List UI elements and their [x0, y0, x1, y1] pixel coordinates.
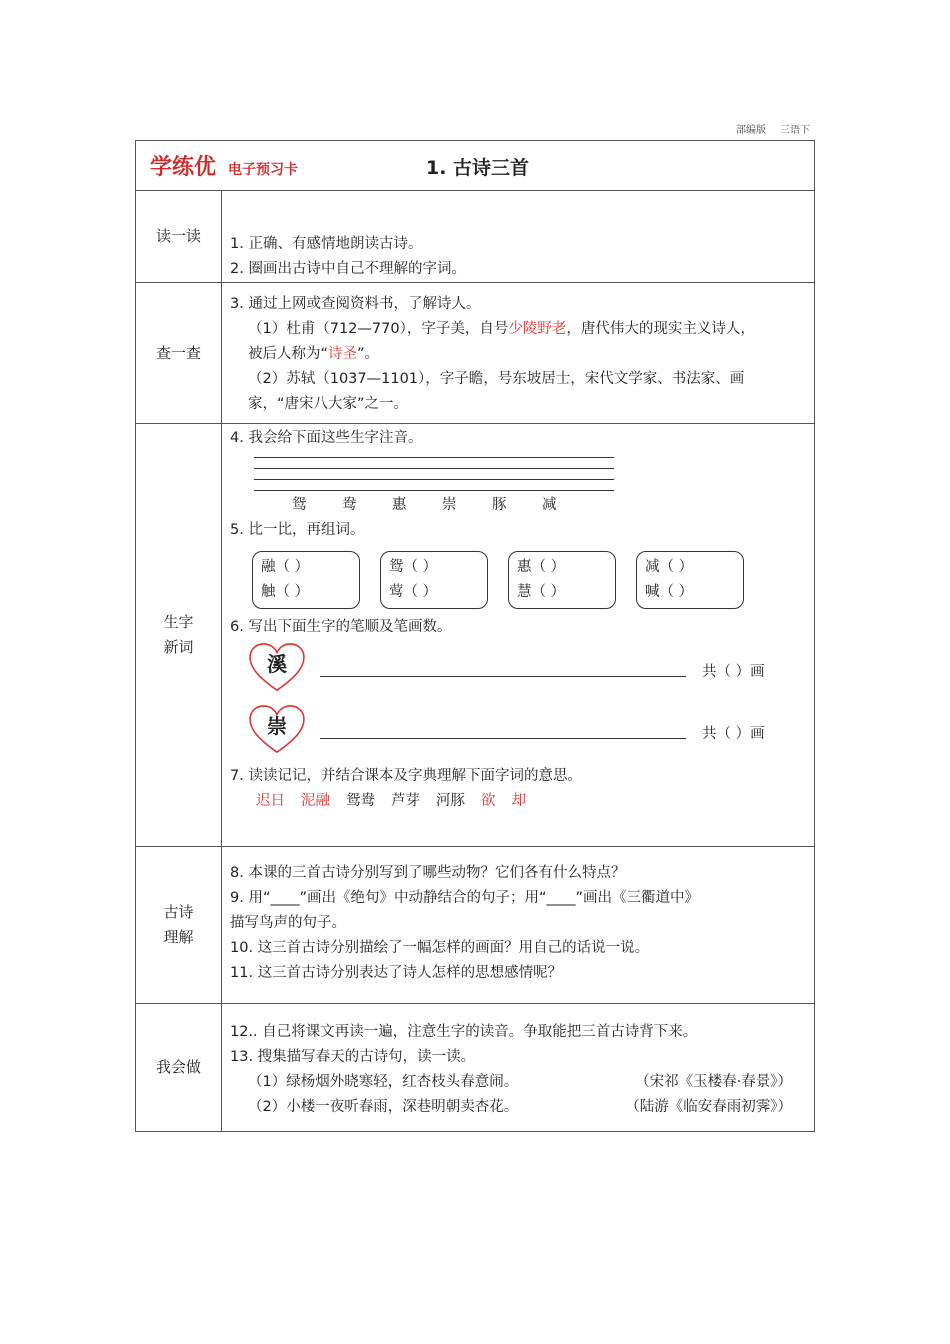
word-item: 泥融 — [301, 793, 330, 809]
word-item: 芦芽 — [391, 793, 420, 809]
page-title: 1. 古诗三首 — [426, 157, 530, 179]
poem-source: （宋祁《玉楼春·春景》） — [635, 1074, 792, 1090]
compare-question: 5. 比一比，再组词。 — [230, 522, 365, 538]
pinyin-lines[interactable] — [254, 457, 614, 495]
poem-question-9: 9. 用“____”画出《绝句》中动静结合的句子；用“____”画出《三衢道中》 — [230, 890, 699, 906]
stroke-count: 共（ ）画 — [702, 726, 765, 742]
poem-question-8: 8. 本课的三首古诗分别写到了哪些动物？它们各有什么特点？ — [230, 865, 626, 881]
read-item-1: 1. 正确、有感情地朗读古诗。 — [230, 236, 423, 252]
dufu-title: 诗圣 — [328, 346, 358, 362]
do-question-13: 13. 搜集描写春天的古诗句，读一读。 — [230, 1049, 476, 1065]
edition-label: 部编版 — [736, 125, 766, 136]
stroke-count: 共（ ）画 — [702, 664, 765, 680]
word-item: 河豚 — [436, 793, 465, 809]
section-do — [222, 1004, 815, 1132]
card-header — [136, 141, 815, 191]
dufu-intro-cont: 被后人称为“诗圣”。 — [248, 346, 380, 362]
stroke-answer-line[interactable] — [320, 676, 686, 677]
word-item: 欲 — [481, 793, 496, 809]
word-list — [230, 789, 806, 814]
poem-question-10: 10. 这三首古诗分别描绘了一幅怎样的画面？用自己的话说一说。 — [230, 940, 650, 956]
char-item: 惠 — [392, 497, 407, 513]
char-item: 鸯 — [342, 497, 357, 513]
dufu-intro: （1）杜甫（712—770），字子美，自号少陵野老，唐代伟大的现实主义诗人， — [248, 321, 755, 337]
section-label-read: 读一读 — [136, 191, 222, 283]
word-item: 鸳鸯 — [346, 793, 375, 809]
char-item: 鸳 — [292, 497, 307, 513]
section-vocab — [222, 424, 815, 847]
poem-line-2: （2）小楼一夜听春雨，深巷明朝卖杏花。 （陆游《临安春雨初霁》） — [230, 1095, 806, 1120]
do-question-12: 12.. 自己将课文再读一遍，注意生字的读音。争取能把三首古诗背下来。 — [230, 1024, 698, 1040]
stroke-row-1 — [230, 640, 806, 702]
sushi-intro-cont: 家，“唐宋八大家”之一。 — [248, 396, 409, 412]
poem-line-1: （1）绿杨烟外晓寒轻，红杏枝头春意闹。 （宋祁《玉楼春·春景》） — [230, 1070, 806, 1095]
pinyin-chars — [292, 493, 806, 518]
poem-source: （陆游《临安春雨初霁》） — [625, 1099, 792, 1115]
pinyin-question: 4. 我会给下面这些生字注音。 — [230, 430, 423, 446]
words-question: 7. 读读记记，并结合课本及字典理解下面字词的意思。 — [230, 768, 582, 784]
stroke-char: 崇 — [267, 714, 287, 738]
sushi-intro: （2）苏轼（1037—1101），字子瞻，号东坡居士，宋代文学家、书法家、画 — [248, 371, 745, 387]
char-item: 豚 — [492, 497, 507, 513]
compare-box[interactable]: 融（ ） 触（ ） — [252, 551, 360, 609]
section-label-do: 我会做 — [136, 1004, 222, 1132]
stroke-row-2 — [230, 702, 806, 764]
section-label-check: 查一查 — [136, 283, 222, 424]
section-read — [222, 191, 815, 283]
stroke-char: 溪 — [267, 652, 287, 676]
brand-subtitle: 电子预习卡 — [228, 162, 299, 178]
poem-question-11: 11. 这三首古诗分别表达了诗人怎样的思想感情呢？ — [230, 965, 563, 981]
compare-box[interactable]: 惠（ ） 慧（ ） — [508, 551, 616, 609]
word-item: 迟日 — [256, 793, 285, 809]
edition-note — [700, 121, 810, 136]
dufu-nickname: 少陵野老 — [508, 321, 567, 337]
compare-box[interactable]: 减（ ） 喊（ ） — [636, 551, 744, 609]
section-check — [222, 283, 815, 424]
char-item: 减 — [542, 497, 557, 513]
compare-box[interactable]: 鸳（ ） 莺（ ） — [380, 551, 488, 609]
check-question: 3. 通过上网或查阅资料书，了解诗人。 — [230, 296, 481, 312]
word-item: 却 — [511, 793, 526, 809]
section-label-poem: 古诗 理解 — [136, 847, 222, 1004]
compare-boxes — [252, 551, 806, 609]
char-item: 崇 — [442, 497, 457, 513]
brand-name: 学练优 — [150, 155, 217, 180]
read-item-2: 2. 圈画出古诗中自己不理解的字词。 — [230, 261, 466, 277]
grade-label: 三语下 — [780, 125, 810, 136]
poem-question-9-cont: 描写鸟声的句子。 — [230, 915, 346, 931]
preview-card — [135, 140, 815, 1132]
stroke-answer-line[interactable] — [320, 738, 686, 739]
section-poem — [222, 847, 815, 1004]
section-label-vocab: 生字 新词 — [136, 424, 222, 847]
stroke-question: 6. 写出下面生字的笔顺及笔画数。 — [230, 619, 452, 635]
